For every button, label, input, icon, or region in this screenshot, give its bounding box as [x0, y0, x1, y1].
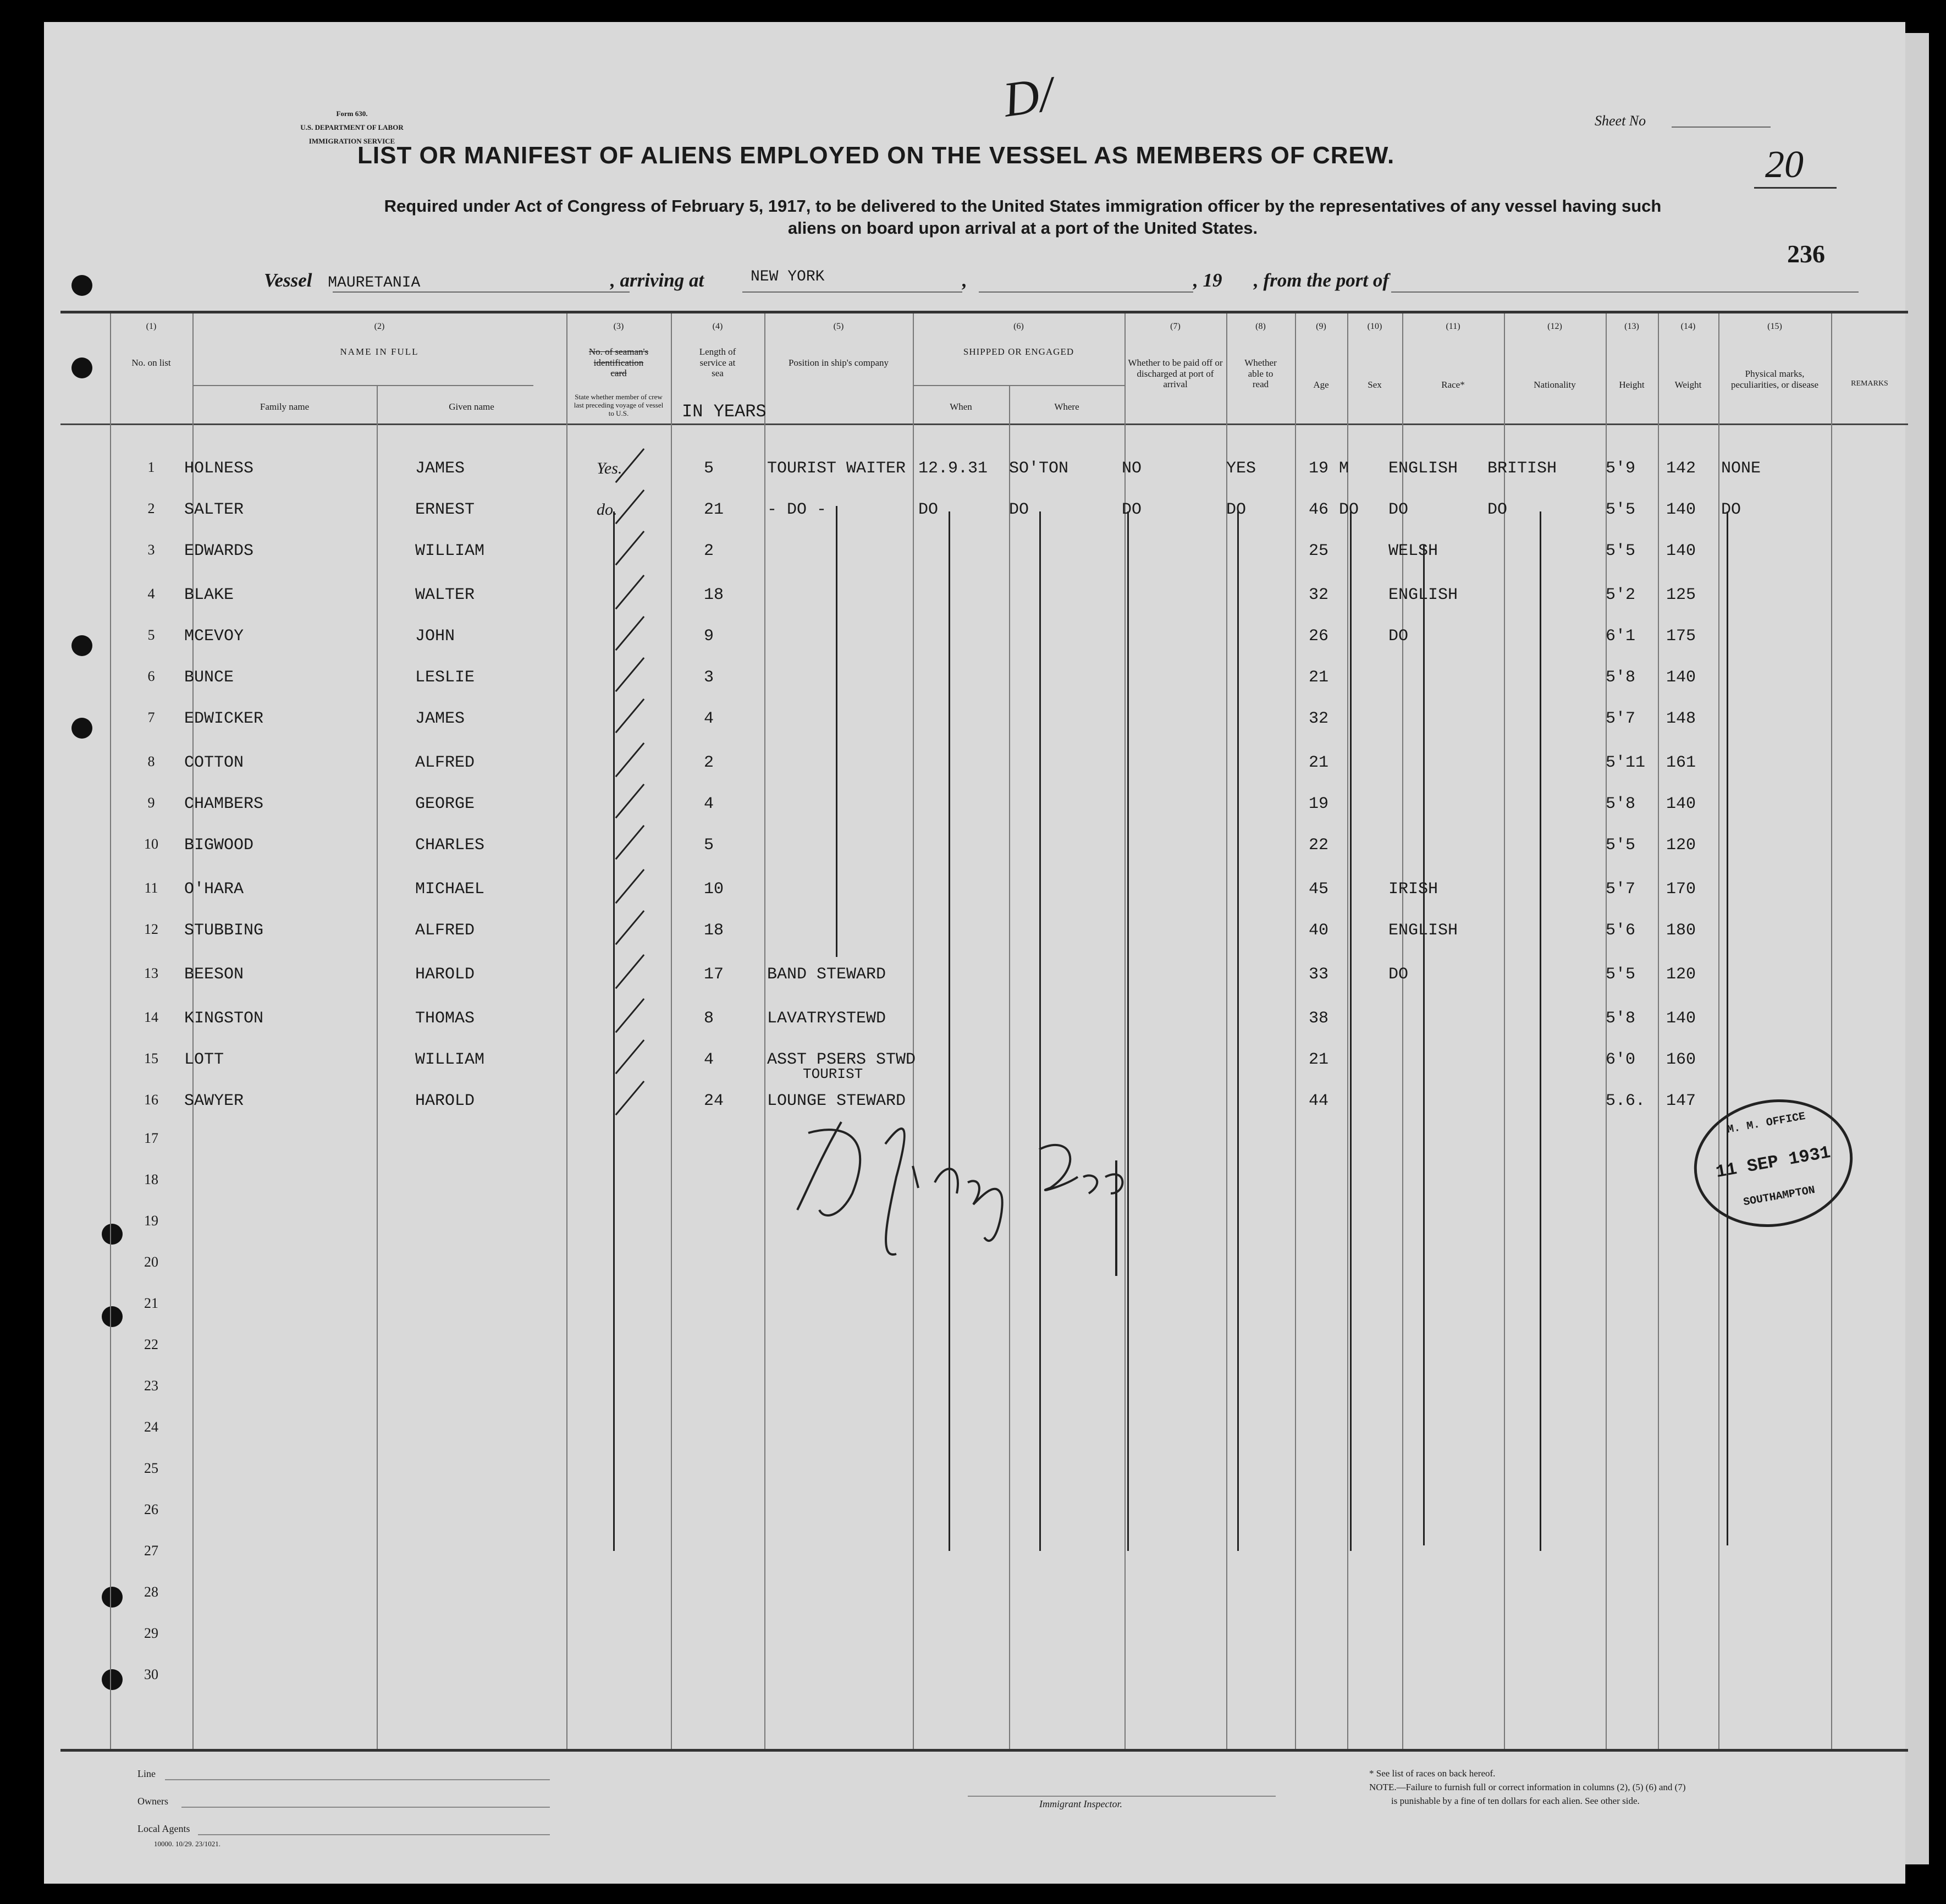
family-name: EDWARDS [184, 542, 254, 560]
col-num-10: (10) [1367, 322, 1382, 331]
sheet-label: Sheet No [1595, 113, 1646, 129]
age: 21 [1309, 753, 1329, 772]
tick-mark [615, 616, 645, 651]
given-name: MICHAEL [415, 880, 485, 899]
table-row [44, 1004, 1905, 1042]
length-of-service: 5 [704, 836, 714, 855]
empty-row-number: 26 [144, 1501, 158, 1517]
family-name: CHAMBERS [184, 795, 264, 813]
height: 5'8 [1606, 668, 1636, 687]
from-port-underline [1391, 291, 1859, 293]
arriving-label: , arriving at [610, 269, 704, 291]
given-name: WILLIAM [415, 1050, 485, 1069]
ditto-line-sex [1350, 511, 1352, 1551]
family-name: STUBBING [184, 921, 264, 940]
table-row [44, 874, 1905, 913]
family-name: BUNCE [184, 668, 234, 687]
from-port-label: , from the port of [1254, 269, 1389, 291]
sex: DO [1339, 500, 1359, 519]
length-of-service: 4 [704, 795, 714, 813]
table-row [44, 789, 1905, 828]
tick-mark [615, 1039, 645, 1074]
position: LOUNGE STEWARD [767, 1092, 906, 1110]
empty-row-number: 21 [144, 1295, 158, 1311]
length-of-service: 9 [704, 627, 714, 646]
header-bottom-rule [60, 423, 1908, 425]
row-number: 16 [144, 1092, 158, 1108]
header-mid-rule [192, 385, 533, 386]
heading-where: Where [1054, 401, 1079, 412]
department-name: U.S. DEPARTMENT OF LABOR [300, 123, 404, 131]
col-num-11: (11) [1446, 322, 1460, 331]
empty-row-number: 22 [144, 1336, 158, 1352]
length-of-service: 17 [704, 965, 724, 984]
length-of-service: 4 [704, 1050, 714, 1069]
length-of-service: 18 [704, 921, 724, 940]
row-number: 6 [147, 668, 155, 684]
age: 32 [1309, 709, 1329, 728]
previous-voyage: do. [597, 500, 618, 519]
service-name: IMMIGRATION SERVICE [308, 137, 395, 145]
age: 38 [1309, 1009, 1329, 1028]
col-num-6: (6) [1013, 322, 1024, 331]
given-name: CHARLES [415, 836, 485, 855]
table-row [44, 916, 1905, 954]
col-num-14: (14) [1680, 322, 1696, 331]
weight: 180 [1666, 921, 1696, 940]
age: 19 [1309, 795, 1329, 813]
vessel-line [264, 269, 420, 291]
race: DO [1388, 627, 1409, 646]
age: 19 [1309, 459, 1329, 478]
arriving-underline [742, 291, 962, 293]
row-number: 13 [144, 965, 158, 981]
row-number: 8 [147, 753, 155, 769]
height: 5'6 [1606, 921, 1636, 940]
tick-mark [615, 998, 645, 1033]
col-num-12: (12) [1547, 322, 1562, 331]
height: 5'8 [1606, 1009, 1636, 1028]
row-number: 14 [144, 1009, 158, 1025]
given-name: ERNEST [415, 500, 475, 519]
race: WELSH [1388, 542, 1438, 560]
age: 21 [1309, 1050, 1329, 1069]
weight: 140 [1666, 1009, 1696, 1028]
length-of-service: 18 [704, 586, 724, 604]
sex: M [1339, 459, 1349, 478]
heading-family-name: Family name [260, 401, 310, 412]
paid-off: DO [1122, 500, 1142, 519]
footer-agents-rule [198, 1834, 550, 1835]
footer-line-rule [165, 1779, 550, 1780]
shipped-when: DO [918, 500, 939, 519]
length-of-service: 4 [704, 709, 714, 728]
vessel-underline [333, 291, 630, 293]
form-number: Form 630. [336, 109, 368, 118]
punch-hole [71, 275, 92, 296]
family-name: HOLNESS [184, 459, 254, 478]
given-name: WILLIAM [415, 542, 485, 560]
heading-no-on-list: No. on list [131, 357, 171, 368]
shipped-where: SO'TON [1009, 459, 1069, 478]
weight: 125 [1666, 586, 1696, 604]
ditto-line-where [1039, 511, 1041, 1551]
col-num-7: (7) [1170, 322, 1181, 331]
footer-agents-label: Local Agents [137, 1823, 190, 1834]
weight: 170 [1666, 880, 1696, 899]
corner-mark: D/ [1000, 67, 1057, 128]
given-name: JOHN [415, 627, 455, 646]
given-name: HAROLD [415, 1092, 475, 1110]
heading-height: Height [1619, 379, 1645, 390]
row-number: 9 [147, 795, 155, 811]
height: 5'7 [1606, 709, 1636, 728]
age: 33 [1309, 965, 1329, 984]
tick-mark [615, 698, 645, 733]
empty-row-number: 24 [144, 1419, 158, 1435]
position: LAVATRYSTEWD [767, 1009, 886, 1028]
ditto-line-when [949, 511, 950, 1551]
heading-length-of-service: Length of service at sea [699, 346, 736, 379]
previous-voyage: Yes. [597, 459, 622, 477]
footer-line-label: Line [137, 1768, 156, 1779]
tick-mark [615, 910, 645, 945]
family-name: MCEVOY [184, 627, 244, 646]
family-name: KINGSTON [184, 1009, 264, 1028]
vessel-label: Vessel [264, 269, 312, 291]
date-underline [979, 291, 1193, 293]
race: DO [1388, 965, 1409, 984]
weight: 161 [1666, 753, 1696, 772]
inspector-signature [775, 1100, 1149, 1276]
empty-row-number: 19 [144, 1213, 158, 1229]
family-name: BLAKE [184, 586, 234, 604]
sheet-number: 20 [1765, 144, 1804, 186]
empty-row-number: 25 [144, 1460, 158, 1476]
row-number: 12 [144, 921, 158, 937]
age: 44 [1309, 1092, 1329, 1110]
tick-mark [615, 1081, 645, 1115]
tick-mark [615, 489, 645, 524]
height: 6'0 [1606, 1050, 1636, 1069]
empty-row-number: 23 [144, 1378, 158, 1394]
height: 5'8 [1606, 795, 1636, 813]
col-num-8: (8) [1255, 322, 1266, 331]
col-num-15: (15) [1767, 322, 1782, 331]
weight: 147 [1666, 1092, 1696, 1110]
punch-hole [102, 1306, 123, 1327]
empty-row-number: 18 [144, 1171, 158, 1187]
length-of-service: 21 [704, 500, 724, 519]
subtitle-line-2: aliens on board upon arrival at a port of the United States. [787, 218, 1258, 238]
empty-row-number: 28 [144, 1584, 158, 1600]
ditto-line-nationality [1540, 511, 1541, 1551]
footer-owners-label: Owners [137, 1796, 168, 1807]
given-name: JAMES [415, 709, 465, 728]
row-number: 5 [147, 627, 155, 643]
empty-row-number: 20 [144, 1254, 158, 1270]
length-of-service: 5 [704, 459, 714, 478]
age: 40 [1309, 921, 1329, 940]
physical-marks: DO [1721, 500, 1741, 519]
inspector-label: Immigrant Inspector. [1039, 1798, 1122, 1809]
inspector-rule [968, 1796, 1276, 1797]
subtitle-line-1: Required under Act of Congress of February 5, 1917, to be delivered to the United States immigration officer by the representatives of any vessel having such [384, 196, 1662, 216]
ditto-line-prev-voyage [613, 511, 615, 1551]
age: 26 [1309, 627, 1329, 646]
heading-able-to-read: Whether able to read [1244, 357, 1277, 390]
weight: 140 [1666, 542, 1696, 560]
page-number: 236 [1787, 240, 1825, 268]
tick-mark [615, 784, 645, 818]
height: 5'9 [1606, 459, 1636, 478]
weight: 148 [1666, 709, 1696, 728]
tick-mark [615, 575, 645, 609]
length-of-service: 2 [704, 542, 714, 560]
row-number: 11 [144, 880, 158, 896]
empty-row-number: 17 [144, 1130, 158, 1146]
heading-previous-voyage: State whether member of crew last preceding voyage of vessel to U.S. [574, 393, 664, 417]
table-row [44, 454, 1905, 492]
given-name: WALTER [415, 586, 475, 604]
page-title: LIST OR MANIFEST OF ALIENS EMPLOYED ON THE VESSEL AS MEMBERS OF CREW. [357, 142, 1395, 169]
given-name: ALFRED [415, 753, 475, 772]
footer-owners-rule [181, 1807, 550, 1808]
stamp-bottom-text: SOUTHAMPTON [1742, 1184, 1816, 1209]
footer-note-fine: is punishable by a fine of ten dollars for each alien. See other side. [1391, 1796, 1640, 1806]
race: ENGLISH [1388, 459, 1458, 478]
punch-hole [102, 1224, 123, 1245]
given-name: JAMES [415, 459, 465, 478]
shipped-when: 12.9.31 [918, 459, 988, 478]
height: 5'11 [1606, 753, 1646, 772]
physical-marks: NONE [1721, 459, 1761, 478]
ditto-line-race-2 [1423, 1012, 1425, 1545]
stamp-top-text: M. M. OFFICE [1726, 1110, 1807, 1137]
heading-position: Position in ship's company [788, 357, 889, 368]
row-number: 7 [147, 709, 155, 725]
age: 22 [1309, 836, 1329, 855]
table-row [44, 495, 1905, 533]
empty-row-number: 29 [144, 1625, 158, 1641]
table-row [44, 748, 1905, 786]
weight: 140 [1666, 668, 1696, 687]
shipped-where: DO [1009, 500, 1029, 519]
heading-remarks: REMARKS [1851, 379, 1888, 388]
heading-sex: Sex [1368, 379, 1382, 390]
empty-row-number: 27 [144, 1543, 158, 1559]
table-row [44, 536, 1905, 575]
col-num-13: (13) [1624, 322, 1639, 331]
col-num-1: (1) [146, 322, 157, 331]
height: 5'5 [1606, 965, 1636, 984]
arriving-port: NEW YORK [751, 268, 825, 285]
row-number: 15 [144, 1050, 158, 1066]
race: IRISH [1388, 880, 1438, 899]
empty-row-number: 30 [144, 1666, 158, 1682]
stamp-date: 11 SEP 1931 [1714, 1142, 1832, 1183]
sheet-line [1672, 126, 1771, 128]
heading-when: When [950, 401, 972, 412]
length-of-service: 2 [704, 753, 714, 772]
length-of-service-unit: IN YEARS [682, 401, 767, 422]
family-name: LOTT [184, 1050, 224, 1069]
table-bottom-rule [60, 1749, 1908, 1752]
heading-physical-marks: Physical marks, peculiarities, or disease [1730, 368, 1819, 390]
table-top-rule [60, 311, 1908, 313]
age: 25 [1309, 542, 1329, 560]
height: 6'1 [1606, 627, 1636, 646]
punch-hole [102, 1669, 123, 1690]
length-of-service: 3 [704, 668, 714, 687]
position: BAND STEWARD [767, 965, 886, 984]
able-to-read: YES [1226, 459, 1256, 478]
position: - DO - [767, 500, 827, 519]
col-num-5: (5) [833, 322, 844, 331]
race: ENGLISH [1388, 586, 1458, 604]
col-num-4: (4) [712, 322, 723, 331]
given-name: ALFRED [415, 921, 475, 940]
weight: 140 [1666, 500, 1696, 519]
heading-paid-off: Whether to be paid off or discharged at port of arrival [1128, 357, 1223, 390]
heading-shipped-or-engaged: SHIPPED OR ENGAGED [963, 346, 1074, 357]
weight: 120 [1666, 965, 1696, 984]
row-number: 1 [147, 459, 155, 475]
heading-race: Race* [1441, 379, 1465, 390]
heading-given-name: Given name [449, 401, 494, 412]
header-mid-rule-6 [913, 385, 1124, 386]
heading-nationality: Nationality [1534, 379, 1576, 390]
age: 21 [1309, 668, 1329, 687]
col-num-2: (2) [374, 322, 385, 331]
heading-name-in-full: NAME IN FULL [340, 346, 419, 357]
race: ENGLISH [1388, 921, 1458, 940]
length-of-service: 10 [704, 880, 724, 899]
table-row [44, 830, 1905, 869]
table-row [44, 580, 1905, 619]
sheet-number-underline [1754, 187, 1837, 189]
given-name: HAROLD [415, 965, 475, 984]
footer-note-failure: NOTE.—Failure to furnish full or correct information in columns (2), (5) (6) and (7) [1369, 1782, 1686, 1792]
row-number: 10 [144, 836, 158, 852]
col-num-3: (3) [613, 322, 624, 331]
table-row [44, 1045, 1905, 1083]
weight: 140 [1666, 795, 1696, 813]
arriving-comma: , [962, 269, 967, 291]
row-number: 3 [147, 542, 155, 558]
height: 5.6. [1606, 1092, 1646, 1110]
punch-hole [102, 1587, 123, 1608]
tick-mark [615, 657, 645, 692]
heading-age: Age [1313, 379, 1329, 390]
nationality: DO [1487, 500, 1508, 519]
length-of-service: 8 [704, 1009, 714, 1028]
weight: 175 [1666, 627, 1696, 646]
family-name: BIGWOOD [184, 836, 254, 855]
given-name: GEORGE [415, 795, 475, 813]
position-second-line: TOURIST [803, 1066, 863, 1082]
col-num-9: (9) [1316, 322, 1326, 331]
tick-mark [615, 531, 645, 565]
given-name: LESLIE [415, 668, 475, 687]
family-name: BEESON [184, 965, 244, 984]
subtitle [253, 195, 1793, 240]
tick-mark [615, 825, 645, 860]
tick-mark [615, 869, 645, 904]
age: 32 [1309, 586, 1329, 604]
height: 5'7 [1606, 880, 1636, 899]
weight: 160 [1666, 1050, 1696, 1069]
family-name: O'HARA [184, 880, 244, 899]
position: ASST PSERS STWD [767, 1050, 916, 1069]
ditto-line-marks [1727, 511, 1728, 1545]
family-name: EDWICKER [184, 709, 264, 728]
table-row [44, 621, 1905, 660]
able-to-read: DO [1226, 500, 1247, 519]
heading-weight: Weight [1674, 379, 1702, 390]
vessel-name: MAURETANIA [328, 274, 421, 291]
length-of-service: 24 [704, 1092, 724, 1110]
footer-print-code: 10000. 10/29. 23/1021. [154, 1840, 220, 1848]
table-row [44, 663, 1905, 701]
table-row [44, 960, 1905, 998]
nationality: BRITISH [1487, 459, 1557, 478]
height: 5'5 [1606, 836, 1636, 855]
table-row [44, 704, 1905, 742]
ditto-line-paid [1127, 511, 1129, 1551]
ditto-line-position [836, 506, 837, 957]
weight: 142 [1666, 459, 1696, 478]
punch-hole [71, 357, 92, 378]
paid-off: NO [1122, 459, 1142, 478]
race: DO [1388, 500, 1409, 519]
heading-card-number-struck: No. of seaman's identification card [588, 346, 649, 379]
footer-note-races: * See list of races on back hereof. [1369, 1768, 1496, 1779]
height: 5'2 [1606, 586, 1636, 604]
ditto-line-read [1237, 511, 1239, 1551]
manifest-page [44, 22, 1905, 1884]
family-name: SALTER [184, 500, 244, 519]
height: 5'5 [1606, 500, 1636, 519]
height: 5'5 [1606, 542, 1636, 560]
tick-mark [615, 954, 645, 989]
family-name: COTTON [184, 753, 244, 772]
row-number: 4 [147, 586, 155, 602]
row-number: 2 [147, 500, 155, 516]
given-name: THOMAS [415, 1009, 475, 1028]
tick-mark [615, 742, 645, 777]
year-label: , 19 [1193, 269, 1222, 291]
position: TOURIST WAITER [767, 459, 906, 478]
family-name: SAWYER [184, 1092, 244, 1110]
age: 45 [1309, 880, 1329, 899]
age: 46 [1309, 500, 1329, 519]
weight: 120 [1666, 836, 1696, 855]
